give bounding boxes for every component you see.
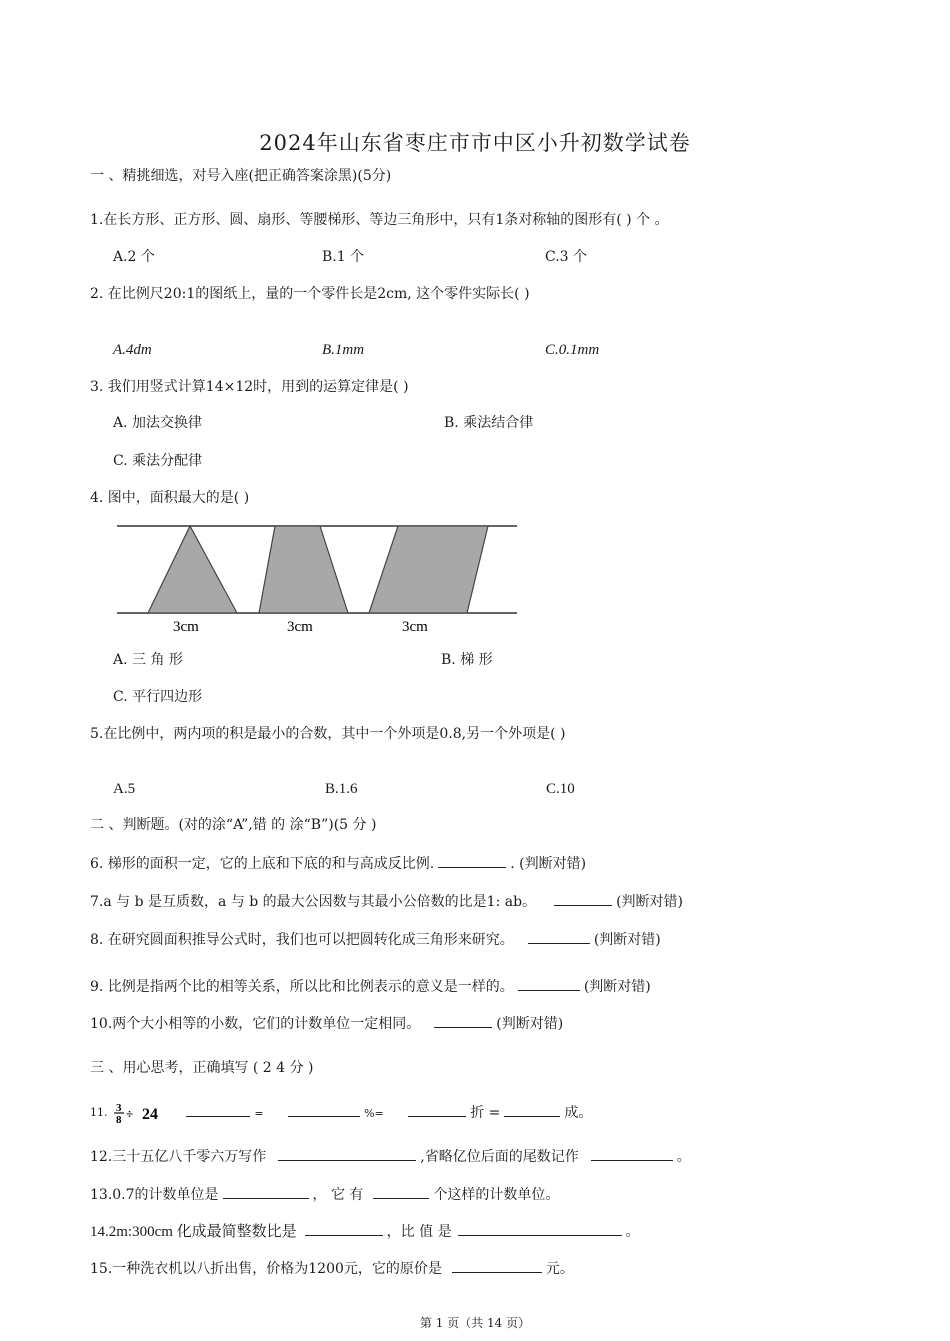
q3-option-a[interactable]: A. 加法交换律: [113, 415, 203, 431]
q13-blank-2[interactable]: [373, 1184, 429, 1199]
q12-blank-1[interactable]: [278, 1146, 416, 1161]
q7-line: [90, 891, 683, 911]
q15-text: 15.一种洗衣机以八折出售，价格为1200元，它的原价是: [90, 1261, 442, 1277]
q7-text: 7.a 与 b 是互质数，a 与 b 的最大公因数与其最小公倍数的比是1: ab。: [90, 894, 537, 910]
q8-answer-blank[interactable]: [528, 929, 590, 944]
q4-option-a[interactable]: A. 三 角 形: [113, 652, 183, 668]
q3-option-c[interactable]: C. 乘法分配律: [113, 453, 203, 469]
q11-line: [90, 1101, 592, 1125]
q11-zhe: 折 =: [470, 1105, 501, 1121]
q10-text: 10.两个大小相等的小数，它们的计数单位一定相同。: [90, 1016, 421, 1032]
q13-end: 个这样的计数单位。: [433, 1187, 560, 1203]
q1-option-b[interactable]: B.1 个: [322, 249, 365, 265]
q2-option-c[interactable]: C.0.1mm: [545, 342, 600, 358]
q5-option-b[interactable]: B.1.6: [325, 781, 358, 797]
q14-blank-2[interactable]: [458, 1221, 622, 1236]
q10-suffix: (判断对错): [496, 1016, 564, 1032]
q2-text: 2. 在比例尺20:1的图纸上，量的一个零件长是2cm, 这个零件实际长( ): [90, 286, 530, 302]
q11-number: 11.: [90, 1106, 108, 1119]
section1-heading: 一 、精挑细选，对号入座(把正确答案涂黑)(5分): [90, 168, 392, 184]
q15-blank[interactable]: [452, 1258, 542, 1273]
q11-equals: =: [254, 1107, 264, 1120]
q6-answer-blank[interactable]: [438, 853, 506, 868]
q12-end: 。: [676, 1149, 691, 1165]
q9-answer-blank[interactable]: [518, 976, 580, 991]
q13-blank-1[interactable]: [223, 1184, 309, 1199]
q4-option-b[interactable]: B. 梯 形: [441, 652, 493, 668]
q1-option-c[interactable]: C.3 个: [545, 249, 588, 265]
q13-text: 13.0.7的计数单位是: [90, 1187, 219, 1203]
q11-blank-1[interactable]: [186, 1102, 250, 1117]
q11-blank-4[interactable]: [504, 1102, 560, 1117]
svg-text:8: 8: [115, 1114, 122, 1125]
q13-line: [90, 1184, 559, 1204]
parallelogram-shape: [369, 526, 488, 613]
q9-suffix: (判断对错): [583, 979, 651, 995]
section3-heading: 三 、用心思考，正确填写 ( 2 4 分 ): [90, 1060, 314, 1076]
q12-blank-2[interactable]: [591, 1146, 673, 1161]
q12-mid: ,省略亿位后面的尾数记作: [420, 1149, 579, 1165]
q11-cheng: 成。: [564, 1105, 593, 1121]
triangle-base-label: 3cm: [173, 619, 199, 635]
page-footer: 第 1 页（共 14 页）: [419, 1316, 531, 1330]
q5-option-c[interactable]: C.10: [546, 781, 575, 797]
q14-blank-1[interactable]: [305, 1221, 383, 1236]
q13-mid: ， 它 有: [312, 1187, 364, 1203]
q4-text: 4. 图中，面积最大的是( ): [90, 490, 250, 506]
q9-text: 9. 比例是指两个比的相等关系，所以比和比例表示的意义是一样的。: [90, 979, 514, 995]
q3-text: 3. 我们用竖式计算14×12时，用到的运算定律是( ): [90, 379, 409, 395]
svg-text:3: 3: [115, 1102, 122, 1114]
q12-text: 12.三十五亿八千零六万写作: [90, 1149, 267, 1165]
q14-line: [90, 1221, 640, 1241]
q12-line: [90, 1146, 691, 1166]
svg-text:÷: ÷: [125, 1106, 134, 1121]
parallelogram-base-label: 3cm: [402, 619, 428, 635]
q8-suffix: (判断对错): [593, 932, 661, 948]
q1-text: 1.在长方形、正方形、圆、扇形、等腰梯形、等边三角形中，只有1条对称轴的图形有( ) 个 。: [90, 212, 669, 228]
section2-heading: 二 、判断题。(对的涂“A”,错 的 涂“B”)(5 分 ): [90, 817, 377, 833]
q10-answer-blank[interactable]: [434, 1013, 492, 1028]
q7-suffix: (判断对错): [616, 894, 683, 910]
q3-option-b[interactable]: B. 乘法结合律: [444, 415, 534, 431]
q4-figure: [115, 518, 520, 638]
q15-line: [90, 1258, 574, 1278]
q11-blank-3[interactable]: [408, 1102, 466, 1117]
q6-suffix: . (判断对错): [510, 856, 587, 872]
q9-line: [90, 976, 651, 996]
q4-option-c[interactable]: C. 平行四边形: [113, 689, 203, 705]
q11-blank-2[interactable]: [288, 1102, 360, 1117]
q7-answer-blank[interactable]: [554, 891, 612, 906]
svg-text:24: 24: [141, 1106, 158, 1123]
q8-line: [90, 929, 661, 949]
q11-percent: %=: [364, 1107, 384, 1120]
q6-text: 6. 梯形的面积一定，它的上底和下底的和与高成反比例.: [90, 856, 435, 872]
q14-mid: ，比 值 是: [386, 1224, 452, 1240]
trapezoid-base-label: 3cm: [287, 619, 313, 635]
q15-end: 元。: [545, 1261, 574, 1277]
q10-line: [90, 1013, 563, 1033]
q14-end: 。: [625, 1224, 640, 1240]
q5-text: 5.在比例中，两内项的积是最小的合数，其中一个外项是0.8,另一个外项是( ): [90, 726, 566, 742]
q6-line: [90, 853, 586, 873]
trapezoid-shape: [259, 526, 348, 613]
q8-text: 8. 在研究圆面积推导公式时，我们也可以把圆转化成三角形来研究。: [90, 932, 514, 948]
q1-option-a[interactable]: A.2 个: [113, 249, 155, 265]
q14-text: 14.2m:300cm 化成最简整数比是: [90, 1224, 297, 1240]
q2-option-b[interactable]: B.1mm: [322, 342, 365, 358]
q2-option-a[interactable]: A.4dm: [113, 342, 152, 358]
q11-expression-image: [112, 1101, 174, 1125]
triangle-shape: [148, 526, 237, 613]
q5-option-a[interactable]: A.5: [113, 781, 136, 797]
page-title: 2024年山东省枣庄市市中区小升初数学试卷: [259, 131, 691, 155]
